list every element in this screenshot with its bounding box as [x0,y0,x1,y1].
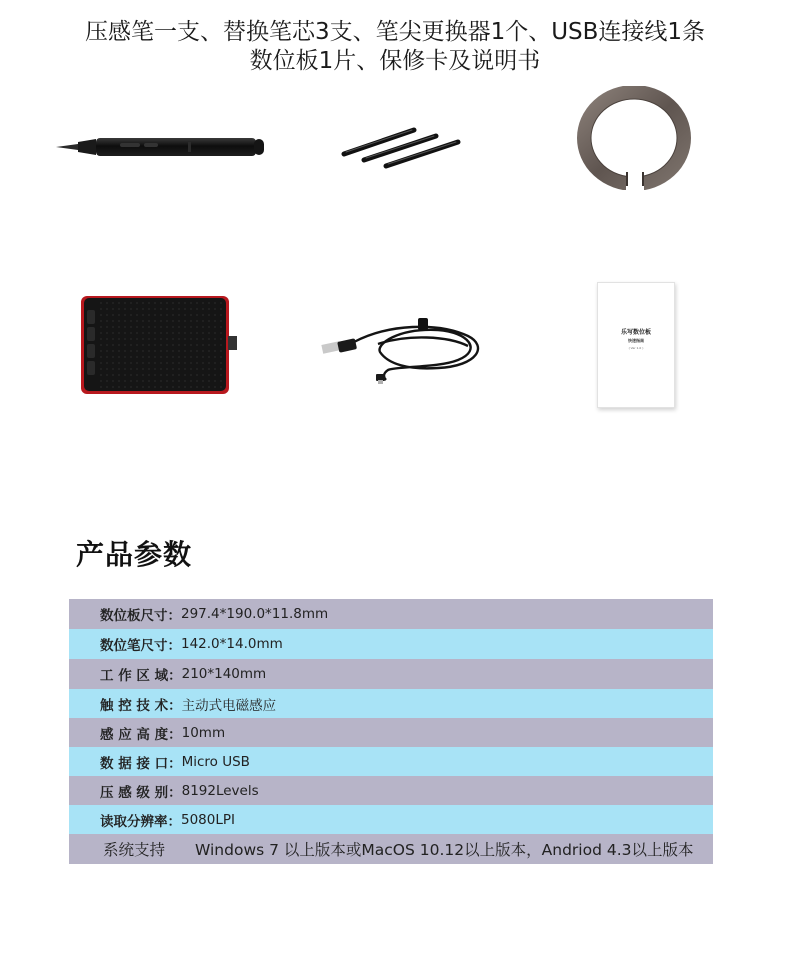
spec-row [69,599,713,629]
spec-row [69,718,713,747]
spec-value: 10mm [181,724,226,741]
spec-label: 触 控 技 术： [100,697,182,714]
spec-value: 142.0*14.0mm [181,636,283,652]
spec-row [69,747,713,776]
spec-label: 数位板尺寸： [100,608,181,624]
spec-label: 工 作 区 域： [100,668,182,684]
spec-label: 数位笔尺寸： [100,638,181,654]
nib-remover-ring-icon [576,86,692,190]
spec-row [69,659,713,689]
tablet-icon [80,294,240,398]
spec-row [69,689,713,718]
guide-title: 乐写数位板 [620,329,651,336]
spec-value: Micro USB [181,753,250,770]
spec-value: 主动式电磁感应 [181,697,277,714]
spec-value: 297.4*190.0*11.8mm [181,606,329,622]
spec-label: 压 感 级 别： [100,784,182,801]
specs-title: 产品参数 [76,538,193,571]
guide-version: ( Ver 1.0 ) [628,346,644,350]
nibs-icon [338,122,464,174]
package-contents-heading [0,18,790,76]
spec-value: 210*140mm [181,666,267,682]
quick-guide-booklet [597,282,675,408]
spec-row [69,629,713,659]
spec-label: 读取分辨率： [100,813,181,830]
drawing-tablet-image [80,294,240,398]
package-contents-line-1: 压感笔一支、替换笔芯3支、笔尖更换器1个、USB连接线1条 [84,19,706,45]
specs-table [69,599,713,864]
nib-remover-image [576,86,692,190]
pen-image [56,128,268,164]
spec-value: 5080LPI [181,811,235,828]
spec-row [69,805,713,834]
spec-label: 感 应 高 度： [100,726,182,743]
usb-cable-image [318,316,490,388]
spec-value: 8192Levels [181,782,259,799]
usb-cable-icon [318,316,490,388]
spec-label: 系统支持 [103,841,166,859]
spec-value: Windows 7 以上版本或MacOS 10.12以上版本，Andriod 4.3以上版本 [195,841,694,859]
package-contents-line-2: 数位板1片、保修卡及说明书 [249,48,541,74]
guide-subtitle: 快速指南 [628,338,644,343]
spec-row [69,834,713,864]
pen-icon [56,128,268,164]
spec-label: 数 据 接 口： [100,755,182,772]
spec-row [69,776,713,805]
replacement-nibs-image [338,122,464,174]
